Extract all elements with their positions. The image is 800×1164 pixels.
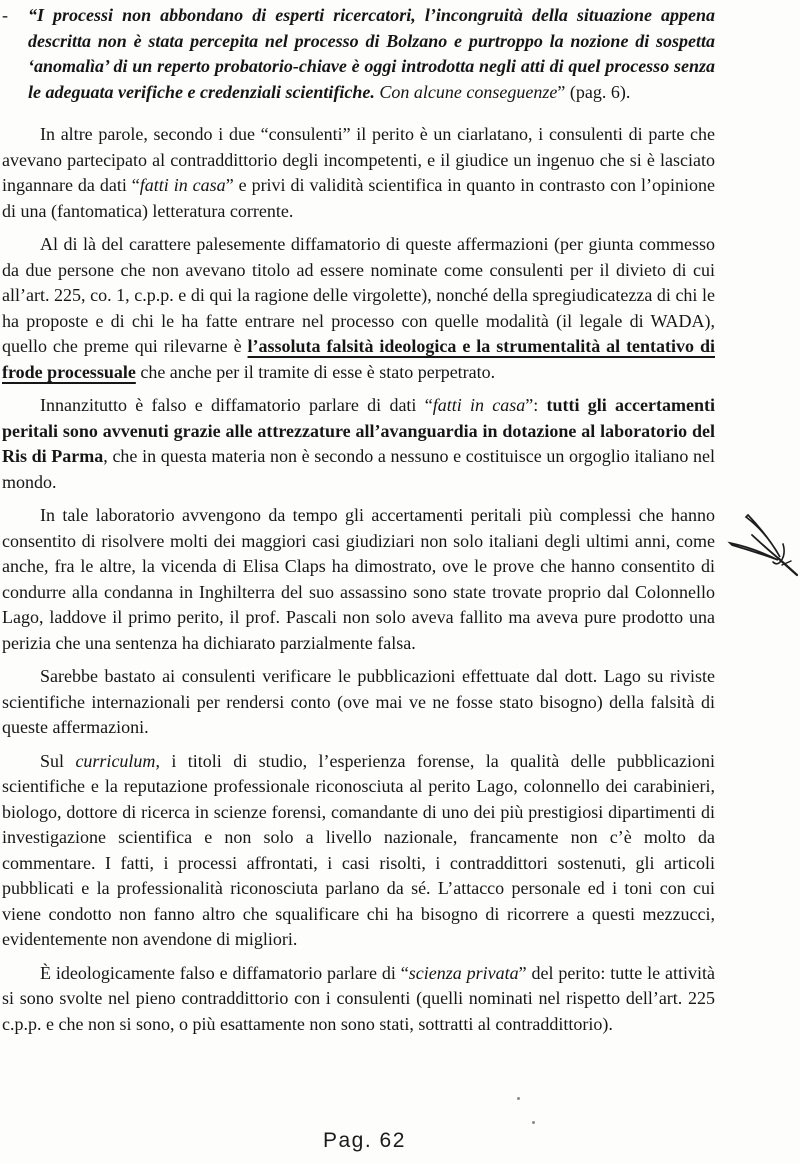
paragraph <box>2 664 715 741</box>
text-run: In altre parole, secondo i due “consulenti” il perito è un ciarlatano, i consulenti di parte che avevano partecipato al contraddittorio degli incompetenti, e il giudice un ingenuo che si è lasciato ingannare da dati “ <box>2 124 715 195</box>
quote-dash-marker: - <box>2 5 8 25</box>
text-run: Sul <box>40 750 76 771</box>
text-run: scienza privata <box>408 962 519 983</box>
text-run: Sarebbe bastato ai consulenti verificare le pubblicazioni effettuate dal dott. Lago su riviste scientifiche internazionali per rendersi conto (ove mai ve ne fosse stato bisogno) della falsità di queste affermazioni. <box>2 666 715 737</box>
text-run: ” del perito: tutte le attività si sono svolte nel pieno contraddittorio con i consulenti (quelli nominati nel rispetto dell’art. 225 c.p.p. e che non si sono, o più esattamente non sono stati, sottratti al contraddittorio). <box>2 962 715 1034</box>
text-run: ” (pag. 6). <box>557 81 631 102</box>
scan-speck <box>532 1121 535 1124</box>
text-run: Con alcune conseguenze <box>379 81 558 102</box>
text-run: È ideologicamente falso e diffamatorio parlare di “ <box>40 962 409 983</box>
text-run: “I processi non abbondano di esperti ricercatori, l’incongruità della situazione appena descritta non è stata percepita nel processo di Bolzano e purtroppo la nozione di sospetta ‘anomalìa’ di un reperto probatorio-chiave è oggi introdotta negli atti di quel processo senza le adeguata verifiche e credenziali scientifiche. <box>28 5 715 102</box>
text-run: ”: <box>525 395 547 415</box>
text-run: ” e privi di validità scientifica in quanto in contrasto con l’opinione di una (fantomatica) letteratura corrente. <box>2 175 715 221</box>
text-run: , che in questa materia non è secondo a nessuno e costituisce un orgoglio italiano nel mondo. <box>2 446 715 492</box>
page-number: Pag. 62 <box>323 1129 406 1152</box>
text-run: In tale laboratorio avvengono da tempo gli accertamenti peritali più complessi che hanno consentito di risolvere molti dei maggiori casi giudiziari non solo italiani degli ultimi anni, come anche, fra le altre, la vicenda di Elisa Claps ha dimostrato, ove le prove che hanno consentito di condurre alla condanna in Inghilterra del suo assassino sono state trovate proprio dal Colonnello Lago, laddove il primo perito, il prof. Pascali non solo aveva fallito ma aveva pure prodotto una perizia che una sentenza ha dichiarato parzialmente falsa. <box>2 505 715 653</box>
paragraph <box>2 122 715 224</box>
text-run: , i titoli di studio, l’esperienza forense, la qualità delle pubblicazioni scientifiche e la reputazione professionale riconosciuta al perito Lago, colonnello dei carabinieri, biologo, dottore di ricerca in scienze forensi, comandante di uno dei più prestigiosi dipartimenti di investigazione scientifica e non solo a livello nazionale, francamente non c’è molto da commentare. I fatti, i processi affrontati, i casi risolti, i contraddittori sostenuti, gli articoli pubblicati e la professionalità riconosciuta parlano da sé. L’attacco personale ed i toni con cui viene condotto non fanno altro che squalificare chi ha bisogno di ricorrere a questi mezzucci, evidentemente non avendone di migliori. <box>2 750 715 949</box>
page-footer <box>323 1129 406 1153</box>
text-run: Al di là del carattere palesemente diffamatorio di queste affermazioni (per giunta commesso da due persone che non avevano titolo ad essere nominate come consulenti per il divieto di cui all’art. 225, co. 1, c.p.p. e di qui la ragione delle virgolette), nonché della spregiudicatezza di chi le ha proposte e di chi le ha fatte entrare nel processo con quelle modalità (il legale di WADA), quello che preme qui rilevarne è <box>2 234 715 356</box>
text-column <box>2 3 715 1045</box>
text-run: Innanzitutto è falso e diffamatorio parlare di dati “ <box>40 395 433 415</box>
handwritten-pen-mark-icon <box>712 498 800 588</box>
scan-speck <box>517 1097 520 1100</box>
body-paragraphs <box>2 122 715 1037</box>
text-run: l’assoluta falsità ideologica e la strumentalità al tentativo di frode processuale <box>2 336 715 382</box>
paragraph <box>2 232 715 385</box>
text-run: curriculum <box>75 750 156 771</box>
paragraph <box>2 961 715 1038</box>
quote-block <box>2 3 715 113</box>
quote-text <box>28 3 715 105</box>
paragraph <box>2 393 715 495</box>
paragraph <box>2 503 715 656</box>
text-run: che anche per il tramite di esse è stato perpetrato. <box>135 361 496 382</box>
text-run: fatti in casa <box>432 395 526 415</box>
text-run: fatti in casa <box>139 175 226 195</box>
paragraph <box>2 749 715 953</box>
text-run: tutti gli accertamenti peritali sono avvenuti grazie alle attrezzature all’avanguardia in dotazione al laboratorio del Ris di Parma <box>2 395 715 466</box>
